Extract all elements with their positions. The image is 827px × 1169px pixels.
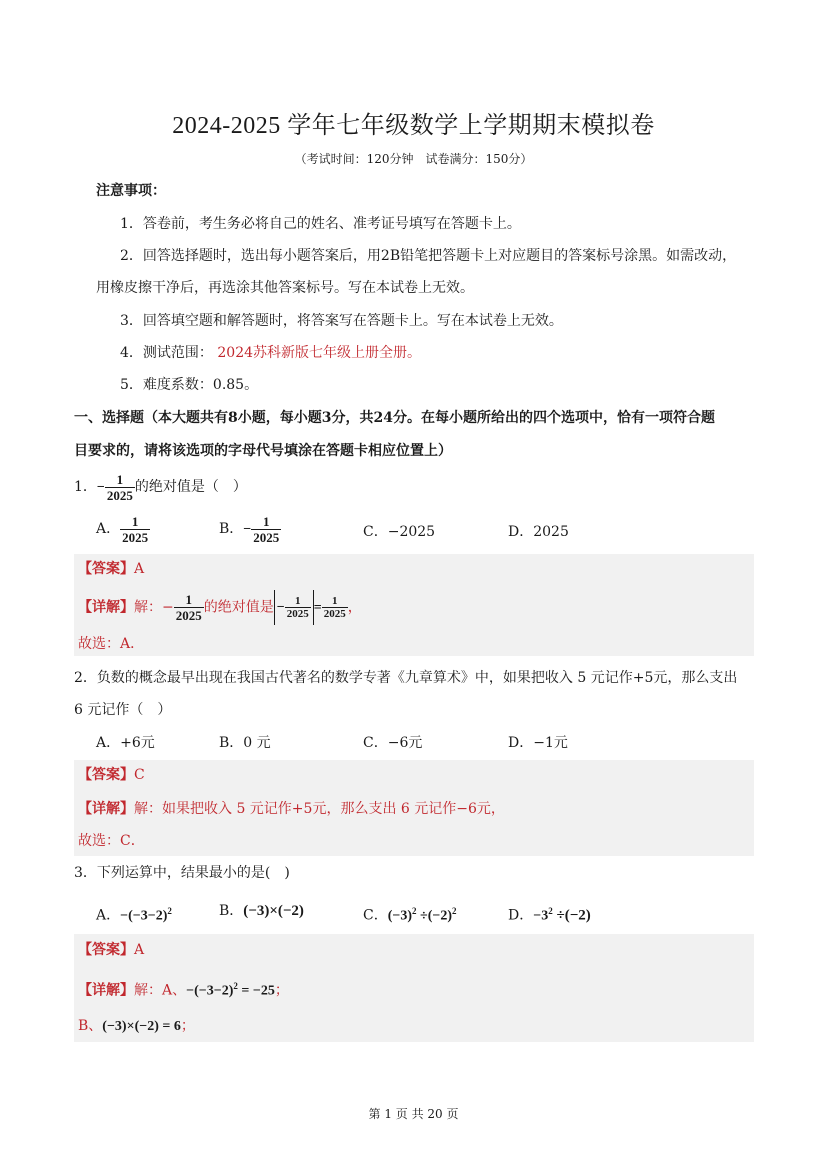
q2-option-c: C．−6元 [363, 735, 423, 751]
q3-option-d-label: D． [508, 907, 534, 924]
note-item-1: 1．答卷前，考生务必将自己的姓名、准考证号填写在答题卡上。 [120, 216, 521, 232]
note-item-4 [120, 343, 421, 363]
q3-option-c-exp2: 2 [452, 906, 457, 916]
q1-answer-tag: 【答案】 [78, 561, 134, 577]
q3-answer [78, 940, 144, 960]
q3-detail-end: ； [274, 982, 289, 999]
q1-frac-den: 2025 [106, 487, 133, 503]
q1-fraction [105, 472, 135, 503]
q3-detail-2 [78, 1016, 195, 1037]
page-title: 2024-2025 学年七年级数学上学期期末模拟卷 [172, 113, 655, 139]
q1-detail-end: ， [347, 599, 362, 616]
q3-option-c [363, 901, 457, 927]
q1-detail-result-num: 1 [331, 595, 338, 607]
q2-answer-value: C [134, 767, 145, 783]
q3-answer-tag: 【答案】 [78, 942, 134, 958]
q1-stem [74, 470, 247, 505]
q1-conclusion: 故选：A． [78, 636, 145, 652]
q2-answer [78, 765, 145, 785]
q1-answer-box [74, 554, 754, 656]
q1-answer [78, 559, 144, 579]
q2-answer-box [74, 760, 754, 856]
q3-stem: 3．下列运算中，结果最小的是( ) [74, 865, 290, 881]
q1-detail-frac-den: 2025 [175, 608, 202, 623]
q1-detail-mid: 的绝对值是 [203, 599, 274, 616]
q3-option-a [96, 901, 172, 927]
q1-detail-abs-den: 2025 [286, 607, 309, 620]
q3-option-d [508, 901, 591, 927]
note-item-3: 3．回答填空题和解答题时，将答案写在答题卡上。写在本试卷上无效。 [120, 313, 563, 329]
q2-option-b: B．0 元 [219, 735, 271, 751]
q3-detail-pre: 解：A、 [134, 982, 187, 999]
q2-stem-line1: 2．负数的概念最早出现在我国古代著名的数学专著《九章算术》中，如果把收入 5 元记作+5元，那么支出 [74, 670, 738, 686]
q1-option-a-label: A． [96, 521, 121, 537]
q3-option-c-exp1: 2 [412, 906, 417, 916]
q1-option-b-label: B． [219, 521, 244, 537]
note-item-5: 5．难度系数：0.85。 [120, 377, 259, 393]
q1-option-a-num: 1 [131, 513, 139, 529]
q1-detail-abs-fraction [285, 595, 311, 620]
q3-option-d-exp: 2 [548, 906, 553, 916]
q1-option-b-num: 1 [263, 513, 270, 529]
q1-option-c: C．−2025 [363, 524, 436, 540]
q3-answer-value: A [134, 942, 145, 958]
q1-detail-fraction [174, 592, 204, 623]
q1-detail-tag: 【详解】 [78, 599, 134, 616]
q3-detail-result: = −25 [237, 983, 275, 999]
q3-detail2-end: ； [180, 1018, 195, 1034]
q3-detail-tag: 【详解】 [78, 982, 134, 999]
q2-detail-text: 解：如果把收入 5 元记作+5元，那么支出 6 元记作−6元， [134, 801, 505, 817]
q1-option-b [219, 512, 281, 547]
page-number: 第 1 页 共 20 页 [368, 1107, 459, 1121]
section-header-line2: 目要求的，请将该选项的字母代号填涂在答题卡相应位置上） [74, 443, 452, 459]
q2-option-d: D．−1元 [508, 735, 568, 751]
q1-number: 1． [74, 479, 97, 495]
q1-detail-abs-minus: − [276, 600, 285, 615]
q1-minus: − [96, 480, 105, 495]
q3-option-c-label: C． [363, 907, 388, 924]
q3-option-b-expr: (−3)×(−2) [243, 903, 304, 919]
q1-detail-result-den: 2025 [323, 608, 346, 620]
q1-option-b-den: 2025 [253, 529, 280, 545]
exam-info: （考试时间：120分钟 试卷满分：150分） [294, 152, 533, 166]
q1-answer-value: A [134, 561, 145, 577]
q1-option-b-minus: − [243, 522, 252, 537]
q1-detail [78, 590, 362, 626]
q3-option-c-mid: ÷(−2) [416, 908, 453, 924]
q1-option-a-fraction [120, 514, 150, 545]
q1-option-a [96, 512, 150, 546]
q1-detail-equals: = [313, 600, 322, 616]
notes-heading: 注意事项： [96, 183, 166, 199]
q3-detail-exp: 2 [233, 981, 238, 991]
note-item-2b: 用橡皮擦干净后，再选涂其他答案标号。写在本试卷上无效。 [96, 280, 474, 296]
q2-option-a: A．+6元 [96, 735, 155, 751]
q1-detail-result [322, 595, 348, 620]
q1-frac-num: 1 [116, 471, 124, 487]
q1-option-d: D．2025 [508, 524, 569, 540]
q3-option-b-label: B． [219, 903, 244, 919]
note-item-4-label: 4．测试范围： [120, 345, 213, 361]
q3-option-a-label: A． [96, 907, 121, 924]
q1-detail-pre: 解：− [134, 599, 174, 616]
q3-option-d-end: ÷(−2) [552, 907, 591, 924]
q2-detail [78, 799, 505, 819]
q2-conclusion: 故选：C． [78, 833, 145, 849]
note-item-2a: 2．回答选择题时，选出每小题答案后，用2B铅笔把答题卡上对应题目的答案标号涂黑。如需改动， [120, 248, 737, 264]
q1-detail-absolute [274, 590, 314, 625]
q3-detail [78, 976, 289, 1002]
q3-option-a-expr: −(−3−2) [120, 908, 168, 924]
q1-option-b-fraction [251, 514, 281, 545]
q3-option-d-expr: −3 [533, 908, 549, 924]
q1-stem-text: 的绝对值是（ ） [134, 479, 247, 495]
q3-detail2-expr: (−3)×(−2) = 6 [102, 1019, 181, 1034]
q2-detail-tag: 【详解】 [78, 801, 134, 817]
q3-option-a-exp: 2 [167, 906, 172, 916]
q3-option-b [219, 901, 304, 921]
section-header-line1: 一、选择题（本大题共有8小题，每小题3分，共24分。在每小题所给出的四个选项中，恰有一项符合题 [74, 410, 715, 426]
test-scope: 2024苏科新版七年级上册全册。 [217, 345, 422, 361]
q3-answer-box [74, 934, 754, 1042]
q3-option-c-expr: (−3) [387, 908, 413, 924]
q3-detail-expr: −(−3−2) [186, 983, 234, 999]
q1-detail-frac-num: 1 [185, 592, 192, 607]
q2-stem-line2: 6 元记作（ ） [74, 702, 172, 718]
q3-detail2-pre: B、 [78, 1018, 103, 1034]
q1-detail-abs-num: 1 [294, 594, 301, 607]
q2-answer-tag: 【答案】 [78, 767, 134, 783]
q1-option-a-den: 2025 [122, 529, 149, 545]
